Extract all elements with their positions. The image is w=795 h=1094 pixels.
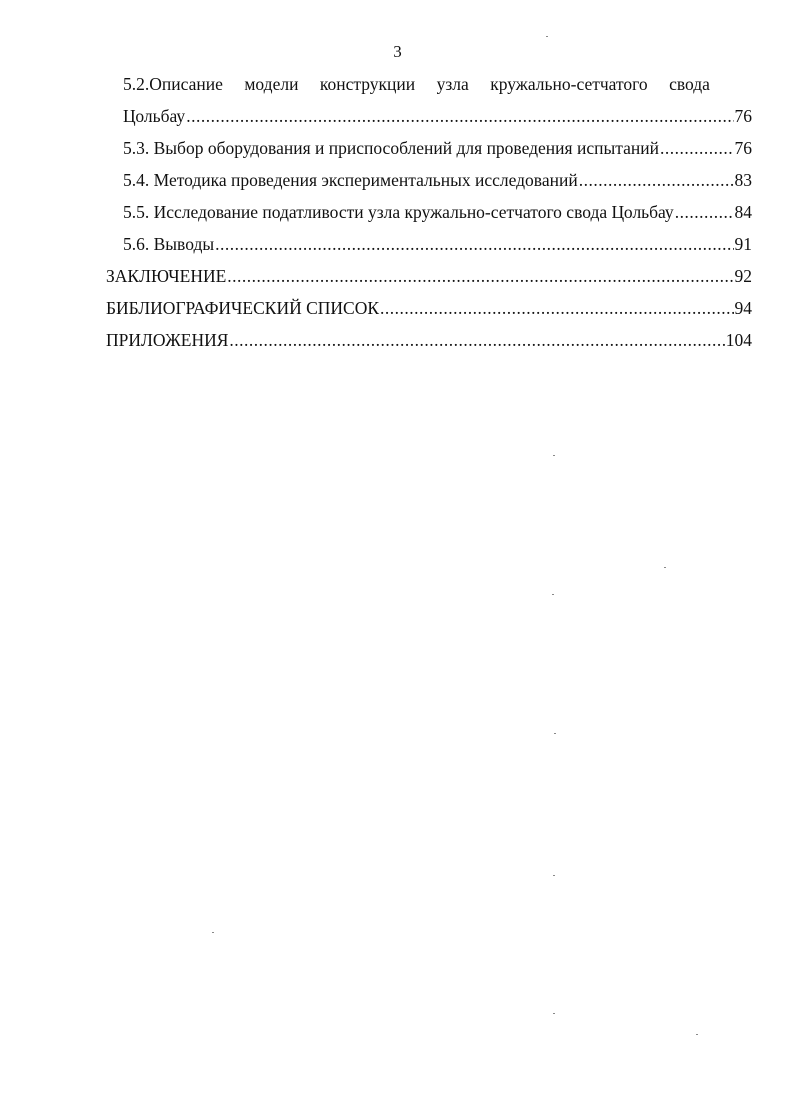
toc-entry-conclusion-title: ЗАКЛЮЧЕНИЕ	[106, 266, 227, 286]
toc-entry-5-4-title: 5.4. Методика проведения экспериментальных исследований	[123, 170, 578, 190]
scan-speck	[696, 1034, 698, 1035]
toc-entry-conclusion	[106, 260, 752, 292]
toc-leader-dots	[186, 100, 733, 132]
toc-entry-conclusion-page: 92	[734, 266, 752, 286]
toc-word: 5.2.Описание	[123, 74, 223, 94]
toc-entry-bibliography-page: 94	[734, 298, 752, 318]
toc-entry-5-6	[106, 228, 752, 260]
toc-entry-5-5	[106, 196, 752, 228]
toc-entry-appendices-page: 104	[725, 330, 752, 350]
toc-leader-dots	[579, 164, 734, 196]
scan-speck	[553, 875, 555, 876]
toc-entry-appendices	[106, 324, 752, 356]
toc-word: узла	[436, 74, 469, 94]
toc-entry-5-2-line-2	[106, 100, 752, 132]
toc-entry-appendices-title: ПРИЛОЖЕНИЯ	[106, 330, 229, 350]
toc-entry-5-3-page: 76	[734, 138, 752, 158]
toc-entry-5-3	[106, 132, 752, 164]
scan-speck	[553, 1013, 555, 1014]
toc-word: модели	[244, 74, 299, 94]
scan-speck	[212, 932, 214, 933]
toc-word: конструкции	[319, 74, 416, 94]
toc-leader-dots	[660, 132, 734, 164]
toc-entry-5-3-title: 5.3. Выбор оборудования и приспособлений для проведения испытаний	[123, 138, 659, 158]
scan-speck	[553, 455, 555, 456]
toc-entry-5-2-page: 76	[734, 106, 752, 126]
toc-entry-5-2-title	[123, 68, 752, 100]
toc-leader-dots	[227, 260, 733, 292]
scan-speck	[546, 36, 548, 37]
scan-speck	[554, 733, 556, 734]
toc-entry-5-2-line-1	[106, 68, 752, 100]
toc-entry-5-4	[106, 164, 752, 196]
toc-entry-5-2-continuation: Цольбау	[123, 106, 186, 126]
toc-leader-dots	[380, 292, 733, 324]
scan-speck	[552, 594, 554, 595]
toc-word: кружально-сетчатого	[490, 74, 648, 94]
toc-entry-5-6-title: 5.6. Выводы	[123, 234, 215, 254]
toc-leader-dots	[215, 228, 733, 260]
toc-word: свода	[669, 74, 710, 94]
toc-entry-bibliography-title: БИБЛИОГРАФИЧЕСКИЙ СПИСОК	[106, 298, 380, 318]
scan-speck	[664, 567, 666, 568]
table-of-contents	[106, 68, 752, 356]
toc-leader-dots	[229, 324, 724, 356]
toc-entry-bibliography	[106, 292, 752, 324]
toc-entry-5-4-page: 83	[734, 170, 752, 190]
toc-leader-dots	[675, 196, 734, 228]
toc-entry-5-5-page: 84	[734, 202, 752, 222]
page-number: 3	[393, 42, 402, 61]
toc-entry-5-5-title: 5.5. Исследование податливости узла кружально-сетчатого свода Цольбау	[123, 202, 674, 222]
toc-entry-5-6-page: 91	[734, 234, 752, 254]
